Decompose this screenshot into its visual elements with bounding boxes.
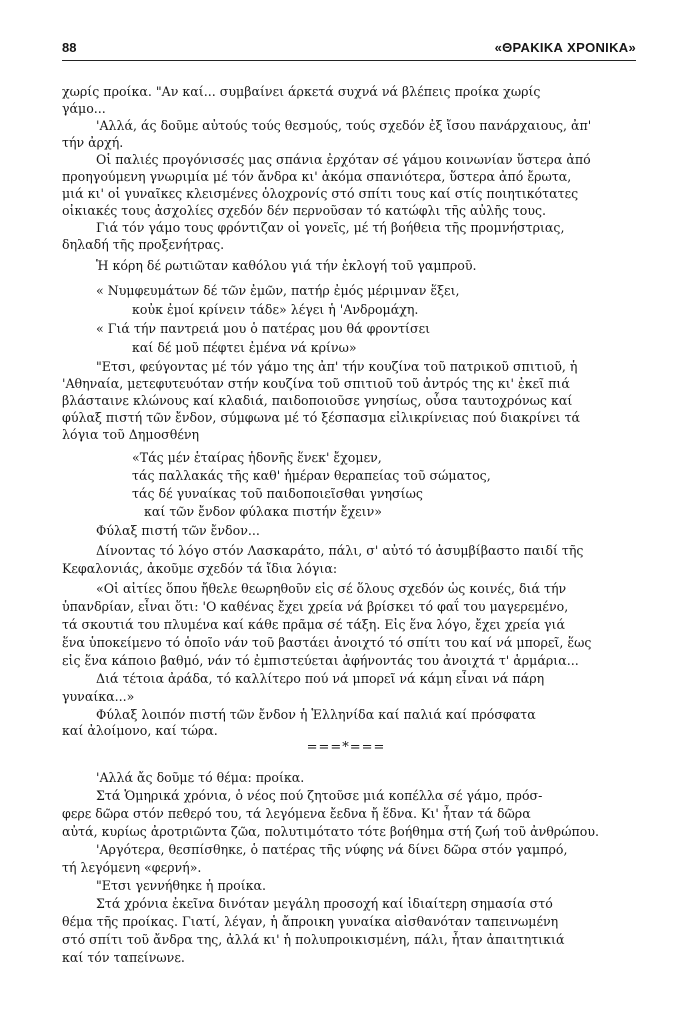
text-line: Στά Ὁμηρικά χρόνια, ὁ νέος πού ζητοῦσε μιά κοπέλλα σέ γάμο, πρόσ- [96, 788, 543, 803]
quote-line: τάς παλλακάς τῆς καθ' ἡμέραν θεραπείας τοῦ σώματος, [132, 468, 491, 483]
text-line: μιά κι' οἱ γυναῖκες κλεισμένες ὁλοχρονίς στό σπίτι τους καί στίς ποιητικότατες [62, 186, 579, 201]
text-line: "Ετσι γεννήθηκε ἡ προίκα. [96, 878, 267, 893]
text-line: βλάσταινε κλώνους καί κλαδιά, παιδοποιοῦσε γνησίως, οὖσα ταυτοχρόνως καί [62, 393, 573, 408]
quote-line: « Γιά τήν παντρειά μου ὁ πατέρας μου θά φροντίσει [96, 321, 431, 336]
text-line: καί τόν ταπείνωνε. [62, 950, 185, 965]
text-line: φύλαξ πιστή τῶν ἔνδον, σύμφωνα μέ τό ξέσπασμα εἰλικρίνειας πού διακρίνει τά [62, 410, 581, 425]
quote-line: κοὐκ ἐμοί κρίνειν τάδε» λέγει ἡ 'Ανδρομάχη. [132, 302, 419, 317]
text-line [62, 967, 636, 985]
text-line: 'Αλλά ἄς δοῦμε τό θέμα: προίκα. [96, 770, 305, 785]
section-separator: ===*=== [306, 740, 386, 755]
text-line: Κεφαλονιάς, ἀκοῦμε σχεδόν τά ἴδια λόγια: [62, 561, 338, 576]
text-line: «Οἱ αἰτίες ὅπου ἤθελε θεωρηθοῦν εἰς σέ ὅλους σχεδόν ὡς κοινές, διά τήν [96, 581, 567, 596]
text-line: θέμα τῆς προίκας. Γιατί, λέγαν, ἡ ἄπροικη γυναίκα αἰσθανόταν ταπεινωμένη [62, 914, 559, 929]
quote-line: «Τάς μέν ἑταίρας ἡδονῆς ἕνεκ' ἔχομεν, [132, 450, 382, 465]
quote-line: « Νυμφευμάτων δέ τῶν ἐμῶν, πατήρ ἐμός μέριμναν ἕξει, [96, 283, 460, 298]
text-line: "Ετσι, φεύγοντας μέ τόν γάμο της ἀπ' τήν κουζίνα τοῦ πατρικοῦ σπιτιοῦ, ἡ [96, 359, 578, 374]
text-line: 'Αλλά, άς δοῦμε αὐτούς τούς θεσμούς, τούς σχεδόν ἐξ ἴσου πανάρχαιους, ἀπ' [96, 118, 592, 133]
text-line: τήν ἀρχή. [62, 135, 124, 150]
text-line: φερε δῶρα στόν πεθερό του, τά λεγόμενα ἔεδνα ἤ ἕδνα. Κι' ἦταν τά δῶρα [62, 806, 531, 821]
page-header [62, 38, 636, 61]
text-line: Φύλαξ πιστή τῶν ἔνδον... [96, 523, 260, 538]
text-line: εἰς ἕνα κάποιο βαθμό, νάν τό ἐμπιστεύεται ἀφήνοντάς του ἀνοιχτά τ' ἁρμάρια... [62, 653, 579, 668]
text-line: λόγια τοῦ Δημοσθένη [62, 427, 200, 442]
text-line: χωρίς προίκα. "Αν καί... συμβαίνει άρκετά συχνά νά βλέπεις προίκα χωρίς [62, 84, 541, 99]
text-line: προηγούμενη γνωριμία μέ τόν ἄνδρα κι' ἀκόμα σπανιότερα, ὕστερα ἀπό ἔρωτα, [62, 169, 572, 184]
text-line: δηλαδή τῆς προξενήτρας. [62, 237, 225, 252]
text-line: οἰκιακές τους ἀσχολίες σχεδόν δέν περνοῦσαν τό κατώφλι τῆς αὐλῆς τους. [62, 203, 547, 218]
page-number: 88 [62, 40, 77, 55]
text-line: Γιά τόν γάμο τους φρόντιζαν οἱ γονεῖς, μέ τή βοήθεια τῆς προμνήστριας, [96, 220, 565, 235]
text-line: Φύλαξ λοιπόν πιστή τῶν ἔνδον ἡ Ἑλληνίδα καί παλιά καί πρόσφατα [96, 707, 536, 722]
text-line: τή λεγόμενη «φερνή». [62, 860, 202, 875]
quote-line: καί δέ μοῦ πέφτει ἐμένα νά κρίνω» [132, 340, 357, 355]
text-line: 'Αργότερα, θεσπίσθηκε, ὁ πατέρας τῆς νύφης νά δίνει δῶρα στόν γαμπρό, [96, 842, 568, 857]
text-line: ἕνα ὑποκείμενο τό ὁποῖο νάν τοῦ βαστάει ἀνοιχτό τό σπίτι του καί νά μπορεῖ, ἕως [62, 635, 592, 650]
quote-line: τάς δέ γυναίκας τοῦ παιδοποιεῖσθαι γνησίως [132, 486, 423, 501]
text-line: γυναίκα...» [62, 689, 135, 704]
text-line: αὐτά, κυρίως ἀροτριῶντα ζῶα, πολυτιμότατο τότε βοήθημα στή ζωή τοῦ ἀνθρώπου. [62, 824, 599, 839]
quote-line: καί τῶν ἔνδον φύλακα πιστήν ἔχειν» [144, 504, 382, 519]
text-line: Οἱ παλιές προγόνισσές μας σπάνια ἐρχόταν σέ γάμου κοινωνίαν ὕστερα ἀπό [96, 152, 591, 167]
text-line: καί ἀλοίμονο, καί τώρα. [62, 723, 218, 738]
text-line: 'Αθηναία, μετεφυτευόταν στήν κουζίνα τοῦ σπιτιοῦ τοῦ ἀντρός της κι' ἐκεῖ πιά [62, 376, 570, 391]
text-line: γάμο... [62, 101, 106, 116]
journal-title: «ΘΡΑΚΙΚΑ ΧΡΟΝΙΚΑ» [494, 40, 636, 55]
text-line: τά σκουτιά του πλυμένα καί κάθε πρᾶμα σέ τάξη. Εἰς ἕνα λόγο, ἔχει χρεία γιά [62, 617, 565, 632]
text-line: Διά τέτοια ἀράδα, τό καλλίτερο πού νά μπορεῖ νά κάμη εἶναι νά πάρη [96, 671, 545, 686]
text-line: στό σπίτι τοῦ ἄνδρα της, ἀλλά κι' ἡ πολυπροικισμένη, πάλι, ἦταν ἀπαιτητικιά [62, 932, 565, 947]
text-line: Δίνοντας τό λόγο στόν Λασκαράτο, πάλι, σ' αὐτό τό ἀσυμβίβαστο παιδί τῆς [96, 543, 584, 558]
text-line: ὑπανδρίαν, εἶναι ὅτι: 'Ο καθένας ἔχει χρεία νά βρίσκει τό φαΐ του μαγερεμένο, [62, 599, 569, 614]
text-line: Ἡ κόρη δέ ρωτιῶταν καθόλου γιά τήν ἐκλογή τοῦ γαμπροῦ. [96, 258, 477, 273]
text-line: Στά χρόνια ἐκεῖνα δινόταν μεγάλη προσοχή καί ἰδιαίτερη σημασία στό [96, 896, 553, 911]
